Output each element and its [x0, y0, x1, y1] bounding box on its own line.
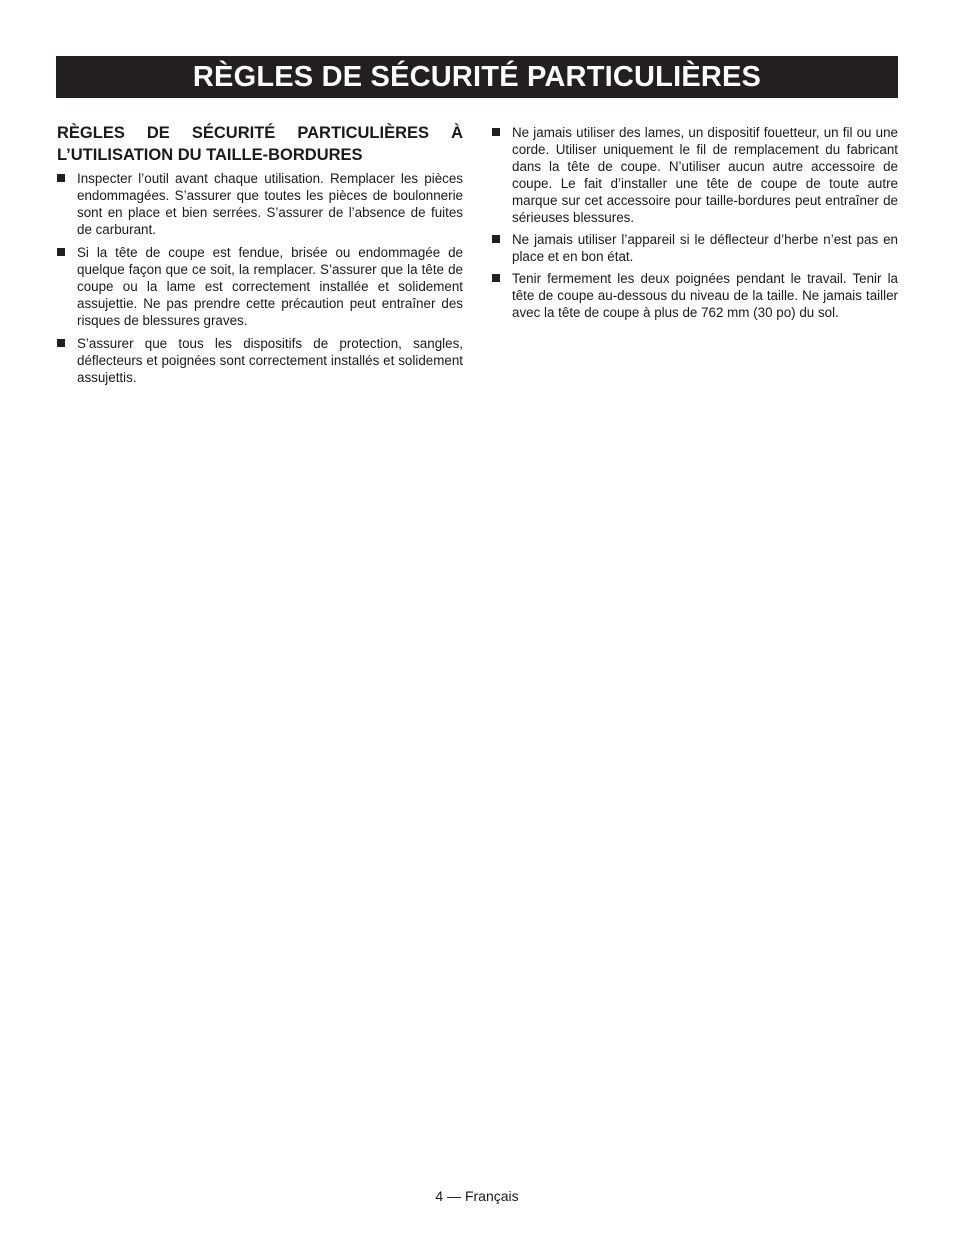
square-bullet-icon: [492, 274, 500, 282]
list-item: [492, 124, 898, 226]
list-item: [57, 244, 463, 329]
page-footer: 4 — Français: [435, 1188, 519, 1204]
square-bullet-icon: [57, 248, 65, 256]
right-safety-list: [492, 124, 898, 321]
list-item-text: Si la tête de coupe est fendue, brisée ou endommagée de quelque façon que ce soit, la remplacer. S’assurer que la tête de coupe ou la lame est correctement installée et solidement assujettie. Ne pas prendre cette précaution peut entraîner des risques de blessures graves.: [77, 245, 463, 328]
list-item-text: S’assurer que tous les dispositifs de protection, sangles, déflecteurs et poignées sont correctement installés et solidement assujettis.: [77, 336, 463, 385]
page-title: RÈGLES DE SÉCURITÉ PARTICULIÈRES: [192, 60, 762, 93]
square-bullet-icon: [57, 339, 65, 347]
list-item: [57, 335, 463, 386]
square-bullet-icon: [57, 174, 65, 182]
list-item-text: Ne jamais utiliser l’appareil si le déflecteur d’herbe n’est pas en place et en bon état.: [512, 232, 898, 264]
list-item-text: Tenir fermement les deux poignées pendant le travail. Tenir la tête de coupe au-dessous du niveau de la taille. Ne jamais tailler avec la tête de coupe à plus de 762 mm (30 po) du sol.: [512, 271, 898, 320]
list-item: [492, 231, 898, 265]
page-title-banner: [56, 56, 898, 98]
list-item-text: Ne jamais utiliser des lames, un dispositif fouetteur, un fil ou une corde. Utiliser uniquement le fil de remplacement du fabricant dans la tête de coupe. N’utiliser aucun autre accessoire de coupe. Le fait d’installer une tête de coupe de toute autre marque sur cet accessoire pour taille-bordures peut entraîner de sérieuses blessures.: [512, 125, 898, 225]
square-bullet-icon: [492, 235, 500, 243]
list-item-text: Inspecter l’outil avant chaque utilisation. Remplacer les pièces endommagées. S’assurer que toutes les pièces de boulonnerie sont en place et bien serrées. S’assurer de l’absence de fuites de carburant.: [77, 171, 463, 237]
left-column: [57, 122, 463, 392]
right-column: [492, 124, 898, 326]
list-item: [492, 270, 898, 321]
list-item: [57, 170, 463, 238]
left-safety-list: [57, 170, 463, 386]
square-bullet-icon: [492, 128, 500, 136]
section-heading: RÈGLES DE SÉCURITÉ PARTICULIÈRES À L’UTILISATION DU TAILLE-BORDURES: [57, 124, 463, 164]
